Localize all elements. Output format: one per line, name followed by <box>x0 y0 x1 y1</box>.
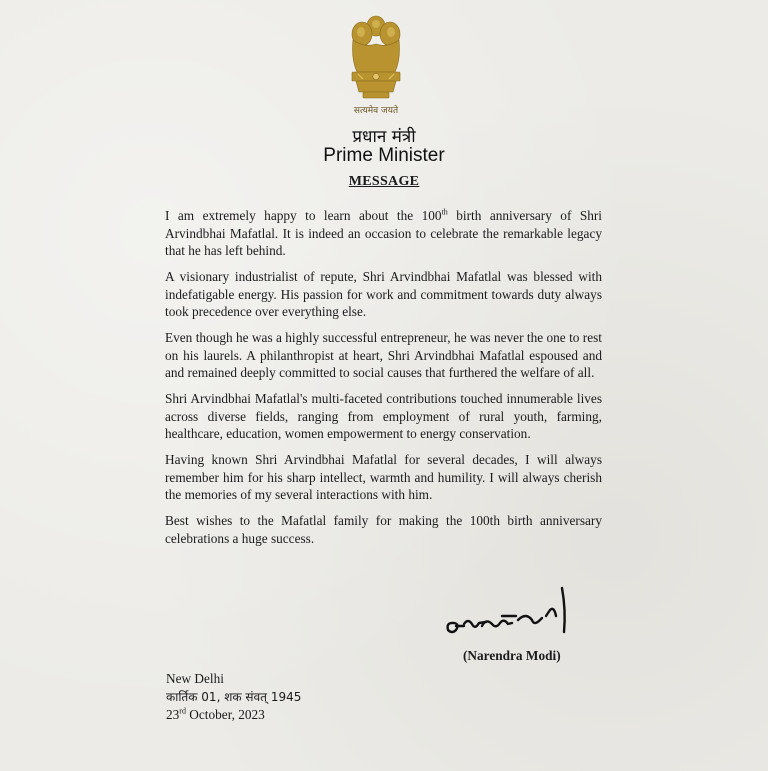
paragraph-6: Best wishes to the Mafatlal family for making the 100th birth anniversary celebrations a huge success. <box>165 513 602 546</box>
paragraph-2: A visionary industrialist of repute, Shri Arvindbhai Mafatlal was blessed with indefatigable energy. His passion for work and commitment towards duty always took precedence over everything else. <box>165 269 602 319</box>
date-english: 23rd October, 2023 <box>166 706 265 722</box>
message-heading: MESSAGE <box>348 174 420 189</box>
handwritten-signature <box>442 580 577 640</box>
emblem-motto: सत्यमेव जयते <box>353 106 399 116</box>
paragraph-5: Having known Shri Arvindbhai Mafatlal for several decades, I will always remember him for his sharp intellect, warmth and humility. I will always cherish the memories of my several interactions with him. <box>165 452 602 502</box>
letter-footer <box>166 670 301 724</box>
title-hindi: प्रधान मंत्री <box>352 127 416 147</box>
title-english: Prime Minister <box>323 145 445 166</box>
message-body <box>165 207 602 556</box>
paragraph-3: Even though he was a highly successful entrepreneur, he was never the one to rest on his laurels. A philanthropist at heart, Shri Arvindbhai Mafatlal espoused and and remained deeply committed to social causes that furthered the welfare of all. <box>165 330 602 380</box>
date-hindi: कार्तिक 01, शक संवत् 1945 <box>166 690 302 704</box>
place: New Delhi <box>166 671 224 686</box>
national-emblem-icon <box>343 14 409 114</box>
paragraph-1: I am extremely happy to learn about the 100th birth anniversary of Shri Arvindbhai Mafatlal. It is indeed an occasion to celebrate the remarkable legacy that he has left behind. <box>165 207 602 258</box>
paragraph-4: Shri Arvindbhai Mafatlal's multi-faceted contributions touched innumerable lives across diverse fields, ranging from employment of rural youth, farming, healthcare, education, women empowerment to energy conservation. <box>165 391 602 441</box>
signer-name: (Narendra Modi) <box>463 648 561 663</box>
